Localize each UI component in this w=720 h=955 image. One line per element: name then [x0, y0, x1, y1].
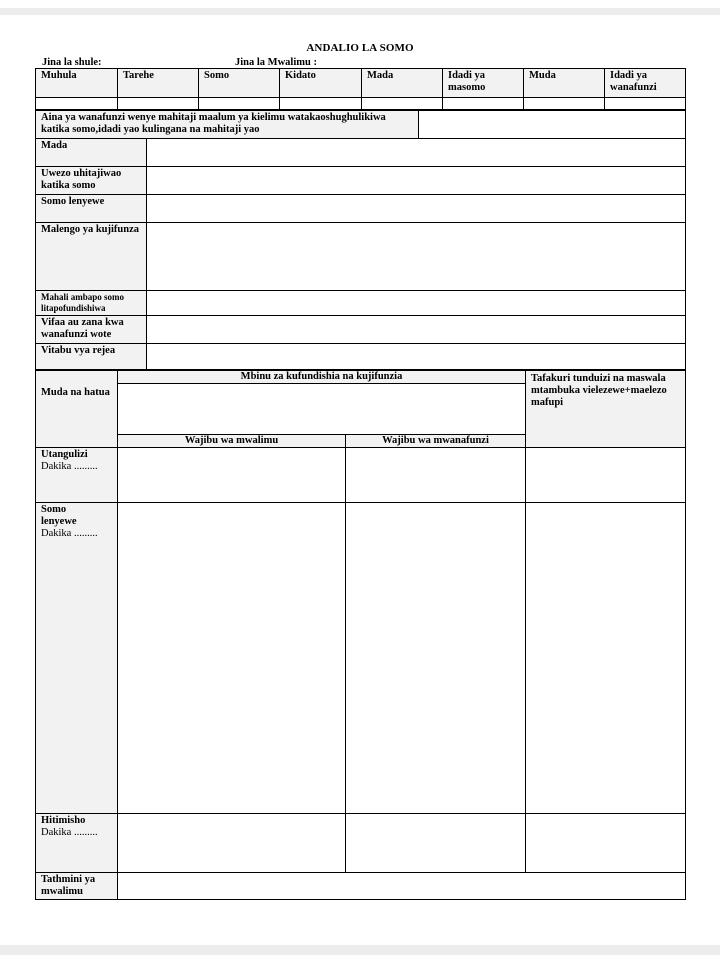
hitimisho-reflection-field[interactable]: [526, 814, 686, 873]
utangulizi-label: [36, 448, 118, 503]
tafakuri-header: Tafakuri tunduizi na maswala mtambuka vielezewe+maelezo mafupi: [526, 370, 686, 448]
somo-lenyewe-label: Somo lenyewe: [36, 195, 147, 223]
mada-label: Mada: [36, 139, 147, 167]
details-row: [36, 291, 686, 316]
stage-name: Hitimisho: [41, 815, 86, 826]
special-needs-field[interactable]: [419, 111, 686, 139]
details-row: [36, 167, 686, 195]
header-kidato: Kidato: [280, 69, 362, 98]
header-mada: Mada: [362, 69, 443, 98]
idadi-masomo-field[interactable]: [443, 98, 524, 110]
muhula-field[interactable]: [36, 98, 118, 110]
page-bottom-band: [0, 945, 720, 955]
stage-row: [36, 448, 686, 503]
mbinu-field[interactable]: [118, 384, 526, 435]
mada-detail-field[interactable]: [147, 139, 686, 167]
mahali-field[interactable]: [147, 291, 686, 316]
malengo-field[interactable]: [147, 223, 686, 291]
steps-header-row: [36, 370, 686, 384]
mbinu-header: Mbinu za kufundishia na kujifunzia: [118, 370, 526, 384]
uwezo-field[interactable]: [147, 167, 686, 195]
vifaa-field[interactable]: [147, 316, 686, 344]
stage-minutes: Dakika .........: [41, 461, 98, 472]
evaluation-row: [36, 873, 686, 900]
stage-name: Utangulizi: [41, 449, 88, 460]
idadi-wanafunzi-field[interactable]: [605, 98, 686, 110]
wajibu-mwanafunzi-header: Wajibu wa mwanafunzi: [346, 435, 526, 448]
utangulizi-reflection-field[interactable]: [526, 448, 686, 503]
document-title: ANDALIO LA SOMO: [306, 42, 414, 54]
special-needs-row: [36, 111, 686, 139]
somo-lenyewe-reflection-field[interactable]: [526, 503, 686, 814]
tathmini-field[interactable]: [118, 873, 686, 900]
special-needs-label: Aina ya wanafunzi wenye mahitaji maalum ya kielimu watakaoshughulikiwa katika somo,idadi yao kulingana na mahitaji yao: [36, 111, 419, 139]
details-row: [36, 316, 686, 344]
header-somo: Somo: [199, 69, 280, 98]
vitabu-field[interactable]: [147, 344, 686, 371]
somo-lenyewe-stage-label: [36, 503, 118, 814]
utangulizi-teacher-field[interactable]: [118, 448, 346, 503]
tathmini-label: Tathmini ya mwalimu: [36, 873, 118, 900]
muda-field[interactable]: [524, 98, 605, 110]
details-row: [36, 344, 686, 371]
muda-hatua-header: Muda na hatua: [36, 370, 118, 448]
lesson-steps-table: [35, 369, 686, 900]
details-row: [36, 223, 686, 291]
somo-lenyewe-field[interactable]: [147, 195, 686, 223]
somo-lenyewe-student-field[interactable]: [346, 503, 526, 814]
stage-minutes: Dakika .........: [41, 528, 98, 539]
stage-row: [36, 814, 686, 873]
utangulizi-student-field[interactable]: [346, 448, 526, 503]
page-top-band: [0, 8, 720, 15]
wajibu-mwalimu-header: Wajibu wa mwalimu: [118, 435, 346, 448]
lesson-details-table: [35, 110, 686, 371]
school-name-label: Jina la shule:: [42, 57, 102, 68]
mahali-label: Mahali ambapo somo litapofundishiwa: [36, 291, 147, 316]
details-row: [36, 139, 686, 167]
stage-minutes: Dakika .........: [41, 827, 98, 838]
header-idadi-masomo: Idadi ya masomo: [443, 69, 524, 98]
hitimisho-label: [36, 814, 118, 873]
info-header-row: [36, 69, 686, 98]
info-input-row: [36, 98, 686, 110]
lesson-info-table: [35, 68, 686, 110]
details-row: [36, 195, 686, 223]
stage-name: Somo lenyewe: [41, 504, 77, 527]
vifaa-label: Vifaa au zana kwa wanafunzi wote: [36, 316, 147, 344]
uwezo-label: Uwezo uhitajiwao katika somo: [36, 167, 147, 195]
vitabu-label: Vitabu vya rejea: [36, 344, 147, 371]
kidato-field[interactable]: [280, 98, 362, 110]
tarehe-field[interactable]: [118, 98, 199, 110]
somo-field[interactable]: [199, 98, 280, 110]
header-muhula: Muhula: [36, 69, 118, 98]
header-muda: Muda: [524, 69, 605, 98]
header-idadi-wanafunzi: Idadi ya wanafunzi: [605, 69, 686, 98]
mada-field[interactable]: [362, 98, 443, 110]
header-tarehe: Tarehe: [118, 69, 199, 98]
hitimisho-teacher-field[interactable]: [118, 814, 346, 873]
stage-row: [36, 503, 686, 814]
teacher-name-label: Jina la Mwalimu :: [235, 57, 317, 68]
somo-lenyewe-teacher-field[interactable]: [118, 503, 346, 814]
hitimisho-student-field[interactable]: [346, 814, 526, 873]
malengo-label: Malengo ya kujifunza: [36, 223, 147, 291]
